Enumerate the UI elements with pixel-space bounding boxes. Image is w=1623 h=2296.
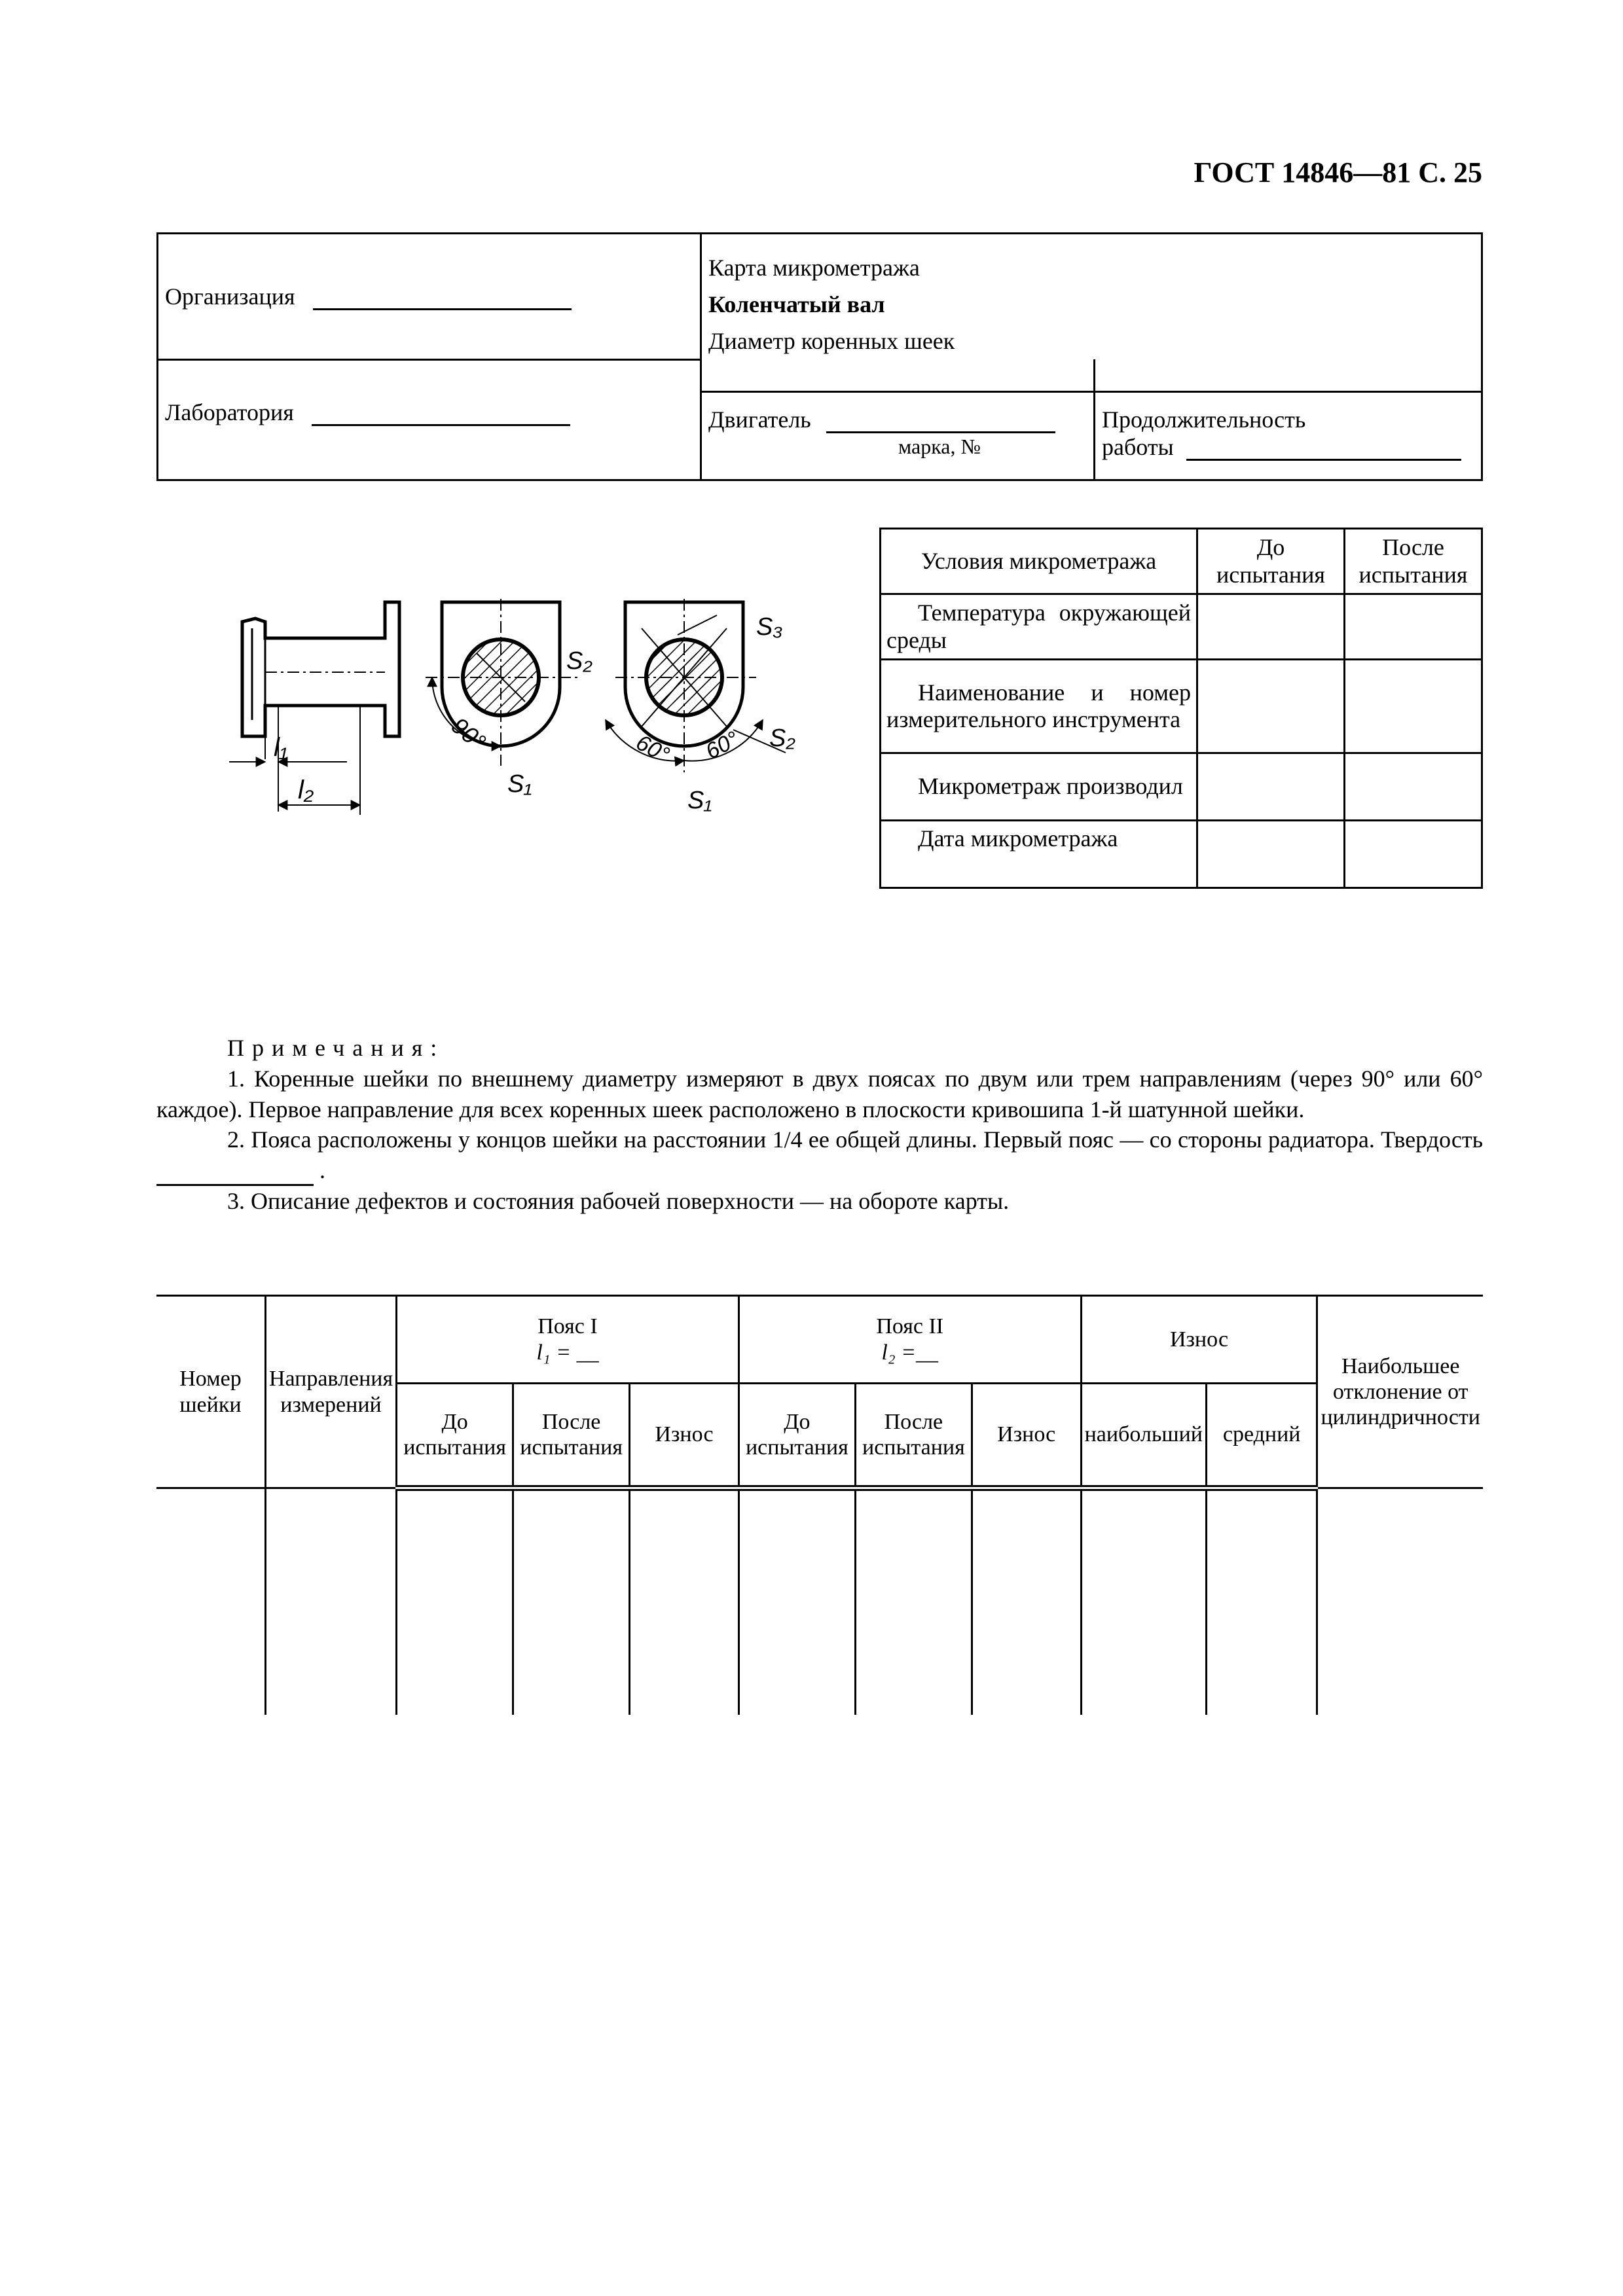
condition-row-label: Наименование и номер измерительного инструмента [881, 660, 1197, 753]
condition-cell-before[interactable] [1197, 594, 1345, 660]
table-cell[interactable] [1081, 1488, 1206, 1715]
duration-label-2: работы [1102, 434, 1174, 461]
crankshaft-journal-drawing [216, 589, 805, 838]
engine-field[interactable] [826, 431, 1055, 433]
col-wear-avg: средний [1206, 1384, 1317, 1488]
angle-60-left-label: 60° [632, 730, 674, 768]
laboratory-field[interactable] [312, 424, 570, 426]
organization-field[interactable] [313, 308, 572, 310]
col-wear: Износ [1081, 1296, 1317, 1384]
table-cell[interactable] [1206, 1488, 1317, 1715]
col-belt-1 [397, 1296, 739, 1384]
engine-cell [701, 359, 1095, 480]
s2-label-a: S₂ [566, 647, 593, 675]
belt-1-length: l₁ = __ [536, 1340, 599, 1365]
conditions-header: Условия микрометража [881, 529, 1197, 594]
notes-section: Примечания: 1. Коренные шейки по внешнему диаметру измеряют в двух поясах по двум или трем направлениям (через 90° или 60° каждое). Первое направление для всех коренных шеек расположено в плоскости кривошипа 1-й шатунной шейки. 2. Пояса расположены у концов шейки на расстоянии 1/4 ее общей длины. Первый пояс — со стороны радиатора. Твердость . 3. Описание дефектов и состояния рабочей поверхности — на обороте карты. [156, 1033, 1483, 1217]
note-item: 3. Описание дефектов и состояния рабочей поверхности — на обороте карты. [227, 1187, 1010, 1214]
document-header: ГОСТ 14846—81 С. 25 [1194, 156, 1482, 188]
condition-cell-after[interactable] [1345, 660, 1482, 753]
condition-row-label: Микрометраж производил [881, 753, 1197, 821]
table-cell[interactable] [855, 1488, 972, 1715]
table-cell[interactable] [156, 1488, 265, 1715]
part-name: Коленчатый вал [708, 291, 885, 317]
organization-label: Организация [165, 283, 295, 310]
duration-label-1: Продолжительность [1102, 406, 1306, 433]
card-title-cell [701, 234, 1482, 360]
note-item: 2. Пояса расположены у концов шейки на расстоянии 1/4 ее общей длины. Первый пояс — со стороны радиатора. Твердость [227, 1126, 1483, 1153]
conditions-header-before: До испытания [1197, 529, 1345, 594]
col-max-deviation: Наибольшее отклонение от цилиндричности [1317, 1296, 1483, 1488]
s1-label-b: S₁ [687, 787, 712, 814]
conditions-table [879, 528, 1483, 889]
col-belt2-after: После испытания [855, 1384, 972, 1488]
col-wear-max: наибольший [1081, 1384, 1206, 1488]
table-cell[interactable] [630, 1488, 739, 1715]
measurement-table [156, 1295, 1483, 1715]
conditions-header-after: После испытания [1345, 529, 1482, 594]
table-cell[interactable] [397, 1488, 513, 1715]
belt-2-length: l₂ =__ [881, 1340, 939, 1365]
journal-side-view [229, 602, 399, 815]
col-directions: Направления измерений [265, 1296, 396, 1488]
angle-60-right-label: 60° [701, 726, 743, 764]
table-cell[interactable] [513, 1488, 630, 1715]
engine-label: Двигатель [708, 406, 811, 433]
organization-cell [158, 234, 701, 360]
col-belt2-before: До испытания [739, 1384, 855, 1488]
belt-2-title: Пояс II [876, 1314, 944, 1339]
col-belt2-wear: Износ [972, 1384, 1081, 1488]
condition-cell-before[interactable] [1197, 821, 1345, 888]
table-cell[interactable] [739, 1488, 855, 1715]
section-view-90 [426, 599, 579, 766]
measurement-title: Диаметр коренных шеек [708, 327, 955, 354]
condition-cell-after[interactable] [1345, 594, 1482, 660]
condition-cell-before[interactable] [1197, 660, 1345, 753]
l1-label: l₁ [274, 733, 288, 762]
table-cell[interactable] [1317, 1488, 1483, 1715]
s3-label: S₃ [756, 613, 783, 641]
card-title: Карта микрометража [708, 255, 920, 281]
col-journal-number: Номер шейки [156, 1296, 265, 1488]
table-cell[interactable] [972, 1488, 1081, 1715]
angle-90-label: 90° [446, 711, 492, 756]
table-row [156, 1488, 1483, 1715]
duration-field[interactable] [1186, 459, 1461, 461]
col-belt-2 [739, 1296, 1081, 1384]
duration-cell [1095, 359, 1482, 480]
condition-row-label: Температура окружающей среды [881, 594, 1197, 660]
col-belt1-wear: Износ [630, 1384, 739, 1488]
table-cell[interactable] [265, 1488, 396, 1715]
l2-label: l₂ [298, 776, 314, 804]
laboratory-cell [158, 359, 701, 480]
condition-cell-before[interactable] [1197, 753, 1345, 821]
condition-row-label: Дата микрометража [881, 821, 1197, 888]
note-item: 1. Коренные шейки по внешнему диаметру измеряют в двух поясах по двум или трем направлениям (через 90° или 60° каждое). Первое направление для всех коренных шеек расположено в плоскости кривошипа 1-й шатунной шейки. [156, 1065, 1483, 1122]
condition-cell-after[interactable] [1345, 821, 1482, 888]
condition-cell-after[interactable] [1345, 753, 1482, 821]
s1-label-a: S₁ [507, 770, 532, 798]
laboratory-label: Лаборатория [165, 399, 294, 425]
s2-label-b: S₂ [769, 725, 795, 752]
engine-sublabel: марка, № [898, 435, 981, 459]
belt-1-title: Пояс I [538, 1314, 598, 1339]
col-belt1-before: До испытания [397, 1384, 513, 1488]
header-form [156, 232, 1483, 481]
col-belt1-after: После испытания [513, 1384, 630, 1488]
notes-title: Примечания: [227, 1035, 445, 1061]
